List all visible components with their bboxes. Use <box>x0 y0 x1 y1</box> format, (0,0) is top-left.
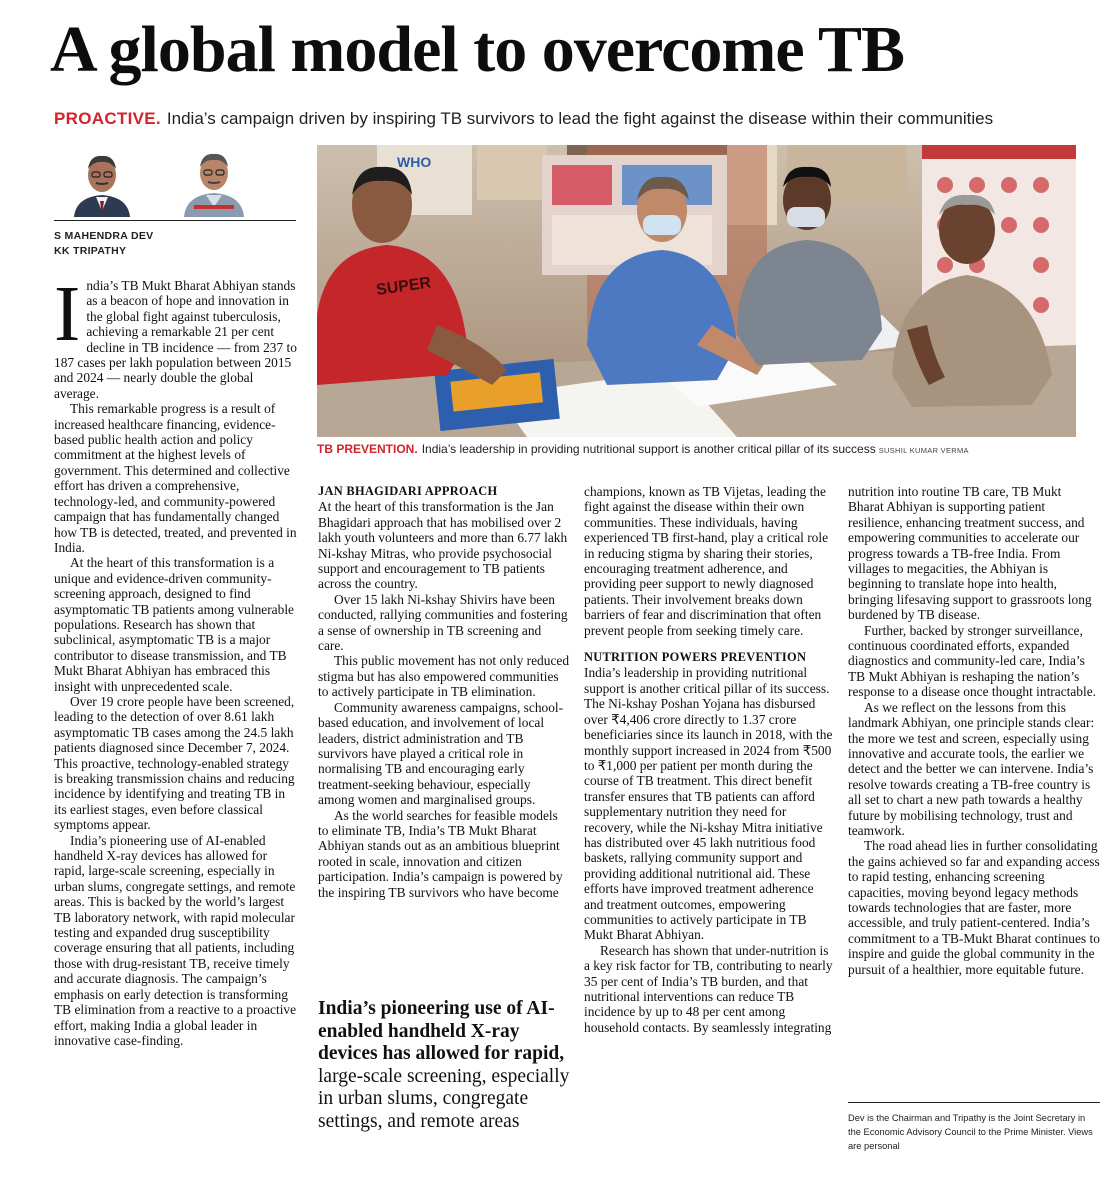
section-gap <box>584 638 836 650</box>
article-paragraph: At the heart of this transformation is a unique and evidence-driven community-screening approach, designed to find asymptomatic TB patients among vulnerable populations. Research has shown that subclinical, asymptomatic TB is a major contributor to disease transmission, and TB Mukt Bharat Abhiyan has embraced this insight with unprecedented scale. <box>54 555 294 694</box>
article-paragraph: Over 15 lakh Ni-kshay Shivirs have been conducted, rallying communities and fostering a sense of ownership in TB screening and care. <box>318 591 568 654</box>
article-paragraph: This public movement has not only reduced stigma but has also empowered communities to actively participate in TB elimination. <box>318 653 570 700</box>
article-paragraph: The road ahead lies in further consolidating the gains achieved so far and expanding access to rapid testing, enhancing screening capacities, moving beyond legacy methods towards technologies that are faster, more accessible, and truly patient-centered. India’s commitment to a TB-Mukt Bharat continues to inspire and guide the global community in the pursuit of a healthier, more equitable future. <box>848 838 1100 977</box>
author-name: KK TRIPATHY <box>54 245 127 257</box>
pull-quote-bold: India’s pioneering use of AI-enabled handheld X-ray devices has allowed for rapid, <box>318 998 565 1064</box>
article-paragraph: At the heart of this transformation is the Jan Bhagidari approach that has mobilised over 2 lakh youth volunteers and more than 6.77 lakh Ni-kshay Mitras, who provide psychosocial support and encouragement to TB patients across the country. <box>318 499 568 592</box>
article-paragraph: champions, known as TB Vijetas, leading the fight against the disease within their own communities. These individuals, having experienced TB first-hand, play a critical role in reducing stigma by sharing their stories, encouraging treatment adherence, and providing peer support to newly diagnosed patients. Their involvement breaks down barriers of fear and discrimination that often prevent people from seeking timely care. <box>584 484 829 638</box>
article-column-4 <box>848 484 1100 977</box>
article-paragraph: As the world searches for feasible models to eliminate TB, India’s TB Mukt Bharat Abhiyan stands out as an ambitious blueprint rooted in scale, innovation and citizen participation. India’s campaign is powered by the inspiring TB survivors who have become <box>318 807 563 900</box>
article-column-1 <box>54 271 298 1048</box>
shirt-text: SUPER <box>375 274 433 299</box>
author-name: S MAHENDRA DEV <box>54 230 154 242</box>
author-footnote: Dev is the Chairman and Tripathy is the Joint Secretary in the Economic Advisory Council to the Prime Minister. Views are personal <box>848 1102 1100 1153</box>
main-photo <box>317 145 1076 437</box>
article-paragraph: India’s pioneering use of AI-enabled handheld X-ray devices has allowed for rapid, large-scale screening, especially in urban slums, congregate settings, and remote areas. This is backed by the world’s largest TB laboratory network, with rapid molecular testing and expanded drug susceptibility coverage ensuring that all patients, including those with drug-resistant TB, receive timely and accurate diagnosis. The campaign’s emphasis on early detection is transforming TB elimination from a reactive to a proactive effort, making India a global leader in innovative case-finding. <box>54 832 297 1048</box>
article-paragraph: India’s leadership in providing nutritional support is another critical pillar of its success. The Ni-kshay Poshan Yojana has disbursed over ₹4,406 crore directly to 1.37 crore beneficiaries since its launch in 2018, with the monthly support increased in 2024 from ₹500 to ₹1,000 per patient per month during the course of TB treatment. This direct benefit transfer ensures that TB patients can afford supplementary nutrition they need for recovery, while the Ni-kshay Mitra initiative has distributed over 45 lakh nutritious food baskets, rallying community support and providing additional nutritional aid. These efforts have improved treatment adherence and treatment outcomes, empowering communities to actively participate in TB Mukt Bharat Abhiyan. <box>584 665 833 943</box>
photo-credit: SUSHIL KUMAR VERMA <box>878 446 969 455</box>
article-paragraph: nutrition into routine TB care, TB Mukt Bharat Abhiyan is supporting patient resilience, enhancing treatment success, and empowering communities to accelerate our progress towards a TB-free India. From villages to megacities, the Abhiyan is beginning to translate hope into health, bringing lifesaving support to grassroots long burdened by TB disease. <box>848 484 1092 623</box>
deck-text: India’s campaign driven by inspiring TB survivors to lead the fight against the disease within their communities <box>166 109 994 128</box>
article-paragraph: As we reflect on the lessons from this landmark Abhiyan, one principle stands clear: the more we test and screen, especially using innovative and accurate tools, the earlier we detect and the better we can intervene. India’s resolve towards creating a TB-free country is all set to chart a new path towards a healthy future by mobilising technology, trust and teamwork. <box>848 699 1095 838</box>
section-heading: NUTRITION POWERS PREVENTION <box>584 650 807 665</box>
article-paragraph: This remarkable progress is a result of increased healthcare financing, evidence-based public health action and policy commitment at the highest levels of government. This determined and collective effort has driven a comprehensive, technology-led, and community-powered campaign that has fundamentally changed how TB is detected, treated, and prevented in India. <box>54 401 297 555</box>
article-paragraph: Over 19 crore people have been screened, leading to the detection of over 8.61 lakh asymptomatic TB cases among the 24.5 lakh patients diagnosed since December 7, 2024. This proactive, technology-enabled strategy is breaking transmission chains and reducing incidence by identifying and treating TB in its earliest stages, even before classical symptoms appear. <box>54 693 295 833</box>
article-paragraph: Further, backed by stronger surveillance, continuous coordinated efforts, expanded diagnostics and community-led care, India’s TB Mukt Abhiyan is reshaping the nation’s response to a disease once thought intractable. <box>848 622 1097 700</box>
paragraph-text: ndia’s TB Mukt Bharat Abhiyan stands as a beacon of hope and innovation in the global fight against tuberculosis, achieving a remarkable 21 per cent decline in TB incidence — from 237 to 187 cases per lakh population between 2015 and 2024 — nearly double the global average. <box>54 278 297 401</box>
deck <box>54 108 1114 130</box>
deck-kicker: PROACTIVE. <box>54 109 161 128</box>
article-column-3 <box>584 484 836 1035</box>
photo-caption <box>317 441 1097 459</box>
authors-portrait-illustration <box>54 145 296 217</box>
caption-kicker: TB PREVENTION. <box>317 442 418 456</box>
poster-text: WHO <box>397 154 432 170</box>
tb-prevention-photo-illustration <box>317 145 1076 437</box>
article-paragraph <box>54 271 298 401</box>
author-divider <box>54 220 296 221</box>
drop-cap: I <box>54 271 81 358</box>
headline: A global model to overcome TB <box>50 13 905 86</box>
byline <box>54 229 153 259</box>
caption-text: India’s leadership in providing nutritional support is another critical pillar of its success <box>421 442 876 456</box>
author-photos <box>54 145 296 217</box>
section-heading: JAN BHAGIDARI APPROACH <box>318 484 498 498</box>
article-column-2 <box>318 484 570 900</box>
article-paragraph: Community awareness campaigns, school-based education, and involvement of local leaders, district administration and TB survivors have played a critical role in normalising TB and encouraging early treatment-seeking behaviour, especially among women and marginalised groups. <box>318 699 564 808</box>
pull-quote <box>318 998 570 1133</box>
pull-quote-regular: large-scale screening, especially in urban slums, congregate settings, and remote areas <box>318 1065 570 1132</box>
article-paragraph: Research has shown that under-nutrition is a key risk factor for TB, contributing to nearly 35 per cent of India’s TB burden, and that nutritional interventions can reduce TB incidence by up to 48 per cent among household contacts. By seamlessly integrating <box>584 942 833 1035</box>
